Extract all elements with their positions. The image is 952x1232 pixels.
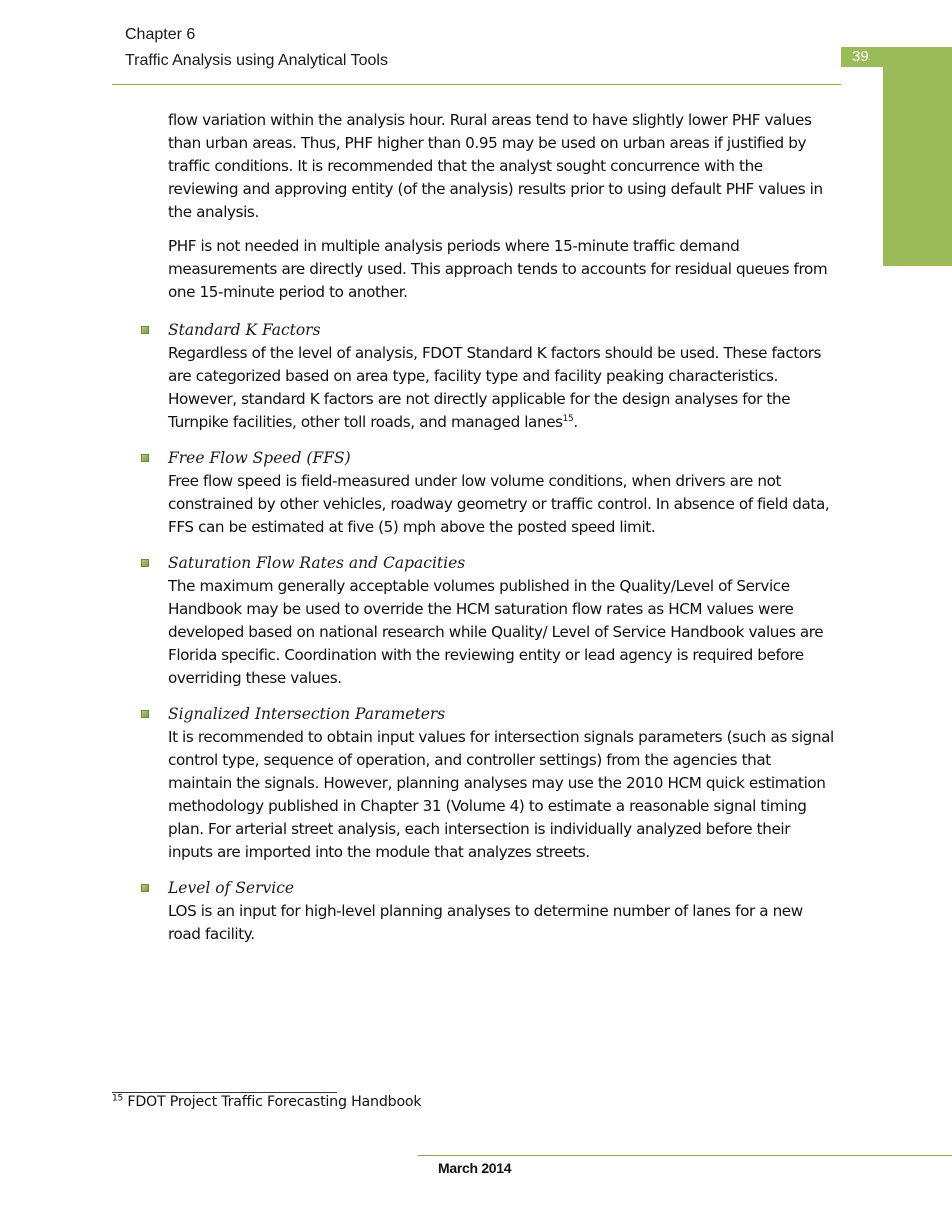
chapter-title: Traffic Analysis using Analytical Tools: [125, 52, 388, 69]
footnote-text: FDOT Project Traffic Forecasting Handbook: [127, 1094, 422, 1110]
list-item-title: Standard K Factors: [168, 321, 321, 339]
list-item-body-text: Regardless of the level of analysis, FDOT Standard K factors should be used. These factors are categorized based on area type, facility type and facility peaking characteristics. However, standard K factors are not directly applicable for the design analyses for the Turnpike facilities, other toll roads, and managed lanes: [168, 344, 822, 431]
list-item: [168, 877, 836, 946]
intro-paragraph: PHF is not needed in multiple analysis periods where 15-minute traffic demand measurements are directly used. This approach tends to accounts for residual queues from one 15-minute period to another.: [168, 237, 828, 301]
square-bullet-icon: [141, 326, 149, 334]
main-content: [168, 109, 836, 959]
square-bullet-icon: [141, 454, 149, 462]
chapter-label: Chapter 6: [125, 26, 196, 43]
footnote-marker: 15: [112, 1093, 124, 1104]
footer-divider: [418, 1155, 952, 1156]
list-item-body: The maximum generally acceptable volumes published in the Quality/Level of Service Handbook may be used to override the HCM saturation flow rates as HCM values were developed based on national research while Quality/ Level of Service Handbook values are Florida specific. Coordination with the reviewing entity or lead agency is required before overriding these values.: [168, 577, 824, 687]
list-item: [168, 703, 836, 864]
footnote-reference[interactable]: 15: [562, 413, 574, 424]
square-bullet-icon: [141, 710, 149, 718]
list-item-title: Saturation Flow Rates and Capacities: [168, 554, 466, 572]
list-item-body: LOS is an input for high-level planning analyses to determine number of lanes for a new road facility.: [168, 902, 803, 943]
footer-date: March 2014: [438, 1160, 512, 1176]
page-number: 39: [852, 48, 869, 65]
list-item-body-end: .: [573, 413, 578, 431]
list-item: [168, 552, 836, 690]
header-divider: [112, 84, 841, 85]
list-item: [168, 447, 836, 539]
list-item-title: Signalized Intersection Parameters: [168, 705, 446, 723]
square-bullet-icon: [141, 884, 149, 892]
list-item-body: It is recommended to obtain input values for intersection signals parameters (such as signal control type, sequence of operation, and controller settings) from the agencies that maintain the signals. However, planning analyses may use the 2010 HCM quick estimation methodology published in Chapter 31 (Volume 4) to estimate a reasonable signal timing plan. For arterial street analysis, each intersection is individually analyzed before their inputs are imported into the module that analyzes streets.: [168, 728, 834, 861]
square-bullet-icon: [141, 559, 149, 567]
list-item-body: [168, 342, 836, 434]
side-tab-decoration: [883, 67, 952, 266]
list-item-title: Free Flow Speed (FFS): [168, 449, 351, 467]
list-item-title: Level of Service: [168, 879, 295, 897]
footnote-divider: [112, 1092, 337, 1093]
intro-paragraph: flow variation within the analysis hour. Rural areas tend to have slightly lower PHF values than urban areas. Thus, PHF higher than 0.95 may be used on urban areas if justified by traffic conditions. It is recommended that the analyst sought concurrence with the reviewing and approving entity (of the analysis) results prior to using default PHF values in the analysis.: [168, 111, 823, 221]
footnote: [112, 1094, 421, 1110]
list-item-body: Free flow speed is field-measured under low volume conditions, when drivers are not constrained by other vehicles, roadway geometry or traffic control. In absence of field data, FFS can be estimated at five (5) mph above the posted speed limit.: [168, 472, 830, 536]
list-item: [168, 319, 836, 434]
